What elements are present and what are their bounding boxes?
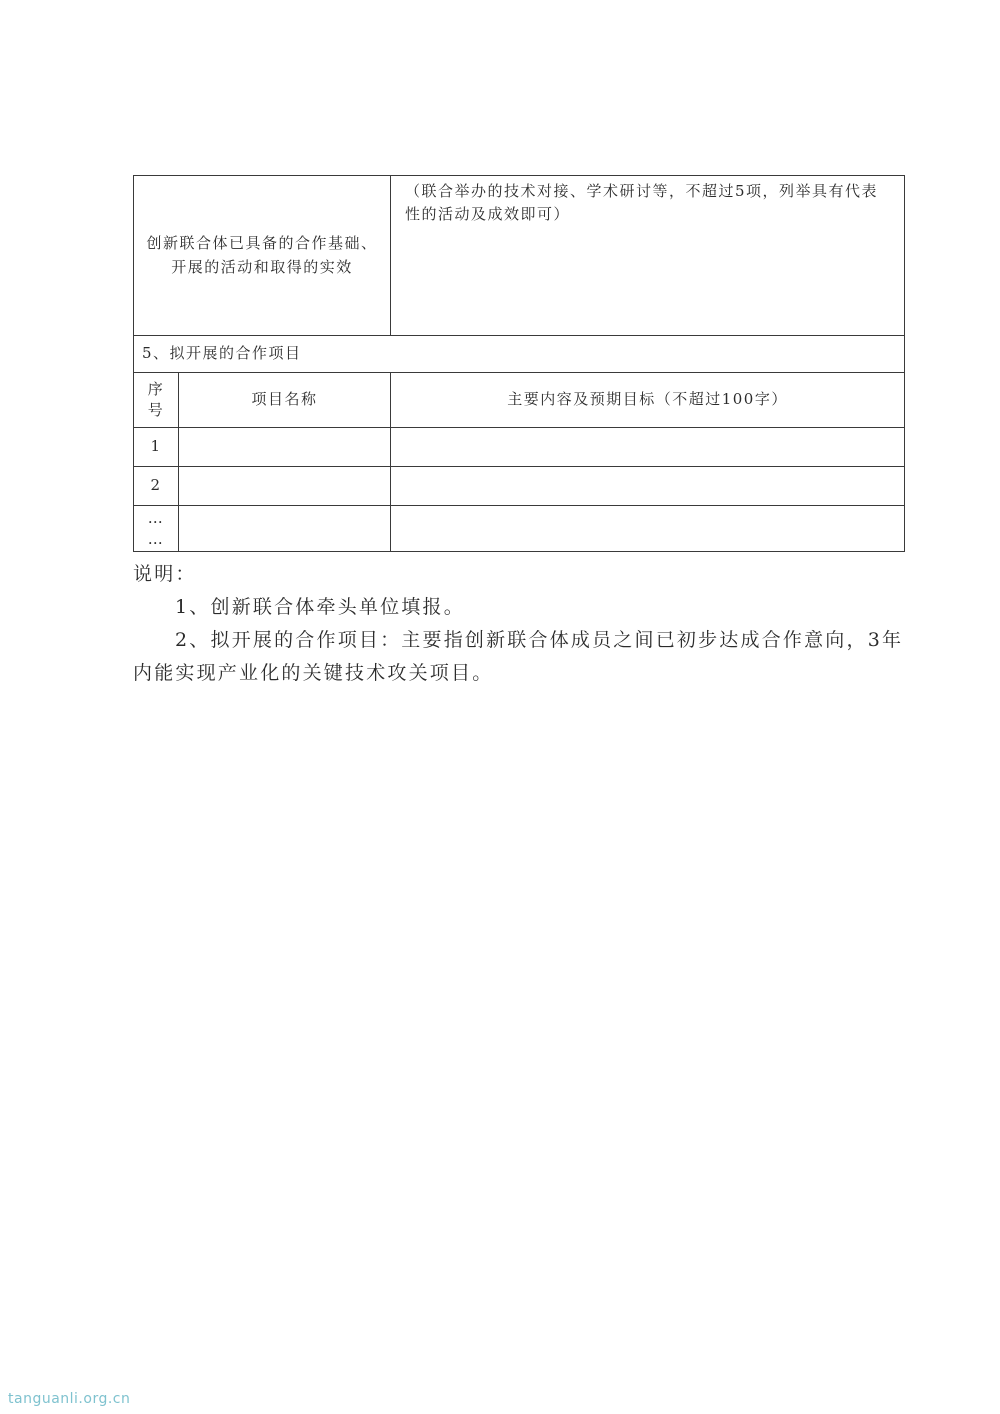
project-name-cell[interactable] (179, 506, 391, 552)
seq-header-line2: 号 (147, 401, 165, 419)
foundation-note: （联合举办的技术对接、学术研讨等，不超过5项，列举具有代表性的活动及成效即可） (405, 182, 879, 224)
section-row (134, 336, 905, 373)
project-name-cell[interactable] (179, 467, 391, 506)
note-item-1: 1、创新联合体牵头单位填报。 (175, 596, 465, 618)
project-name-header (179, 373, 391, 428)
section-title-text: 5、拟开展的合作项目 (142, 344, 302, 363)
row-seq (134, 467, 179, 506)
foundation-row (134, 176, 905, 336)
foundation-label (134, 176, 391, 336)
project-name-header-text: 项目名称 (251, 390, 318, 409)
content-header (391, 373, 905, 428)
project-content-cell[interactable] (391, 506, 905, 552)
site-watermark: tanguanli.org.cn (8, 1391, 131, 1407)
project-name-cell[interactable] (179, 428, 391, 467)
seq-header-line1: 序 (147, 380, 165, 398)
foundation-input-cell[interactable] (391, 176, 905, 336)
row-seq (134, 506, 179, 552)
note-item-2: 2、拟开展的合作项目：主要指创新联合体成员之间已初步达成合作意向，3年内能实现产业化的关键技术攻关项目。 (133, 629, 904, 684)
row-seq-text: 1 (150, 437, 162, 456)
content-header-text: 主要内容及预期目标（不超过100字） (507, 390, 788, 409)
row-seq-line2: … (147, 529, 165, 548)
notes-heading: 说明： (133, 563, 197, 585)
seq-header (134, 373, 179, 428)
project-content-cell[interactable] (391, 467, 905, 506)
table-row (134, 428, 905, 467)
header-row (134, 373, 905, 428)
section-title (134, 336, 905, 373)
application-form-table (133, 175, 905, 552)
table-row (134, 506, 905, 552)
project-content-cell[interactable] (391, 428, 905, 467)
foundation-label-text: 创新联合体已具备的合作基础、开展的活动和取得的实效 (146, 234, 378, 276)
row-seq (134, 428, 179, 467)
row-seq-text: 2 (150, 476, 162, 495)
row-seq-line1: … (147, 508, 165, 527)
notes-section (133, 558, 904, 690)
table-row (134, 467, 905, 506)
